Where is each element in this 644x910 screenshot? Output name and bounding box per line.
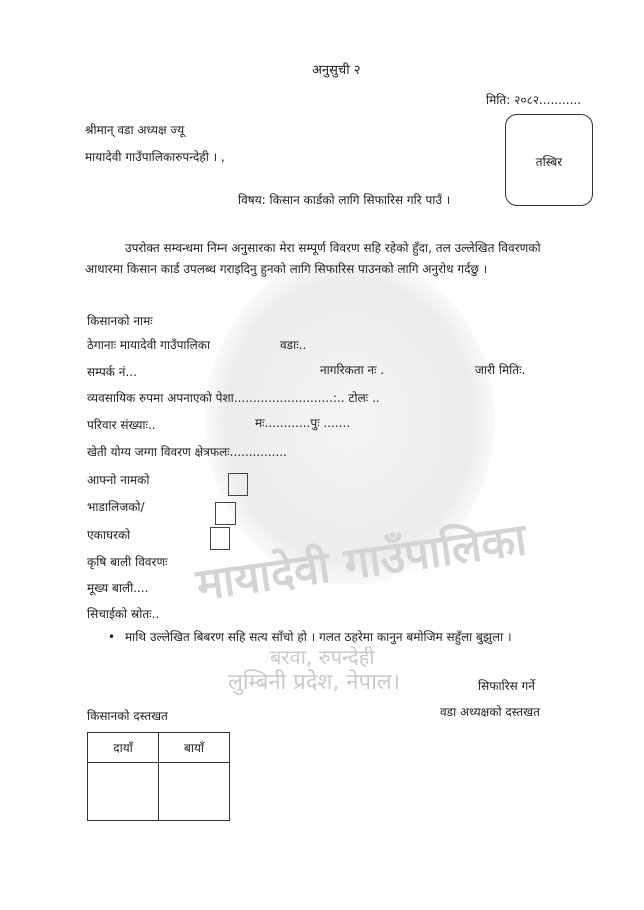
watermark-name: मायादेवी गाउँपालिका bbox=[193, 514, 530, 611]
address-line-2: मायादेवी गाउँपालिकारुपन्देही । , bbox=[85, 150, 225, 164]
date-label: मिति: २०८२........... bbox=[486, 93, 582, 107]
address-line-1: श्रीमान् वडा अध्यक्ष ज्यू bbox=[85, 123, 185, 137]
farmer-name-field: किसानको नामः bbox=[87, 314, 153, 328]
crop-details-field: कृषि बाली विवरणः bbox=[87, 555, 168, 569]
occupation-field: व्यवसायिक रुपमा अपनाएको पेशा..........................:.. टोलः .. bbox=[87, 391, 380, 405]
address-field: ठेगानाः मायादेवी गाउँपालिका bbox=[87, 338, 211, 352]
farmer-signature-label: किसानको दस्तखत bbox=[87, 709, 168, 723]
own-name-label: आफ्नो नामको bbox=[87, 473, 150, 487]
main-crop-field: मूख्य बाली.... bbox=[87, 581, 149, 595]
ward-field: वडाः.. bbox=[280, 338, 307, 352]
lease-label: भाडालिजको/ bbox=[87, 500, 145, 514]
recommender-label: सिफारिस गर्ने bbox=[478, 679, 535, 693]
own-name-checkbox[interactable] bbox=[228, 473, 248, 496]
thumbprint-table bbox=[87, 732, 230, 821]
watermark-place: बरवा, रुपन्देही bbox=[270, 645, 375, 669]
photo-label: तस्बिर bbox=[535, 155, 563, 169]
issue-date-field: जारी मितिः. bbox=[475, 363, 526, 377]
joint-checkbox[interactable] bbox=[210, 527, 230, 550]
page-title: अनुसुची २ bbox=[312, 63, 361, 78]
lease-checkbox[interactable] bbox=[215, 502, 236, 525]
body-line-1: उपरोक्त सम्वन्धमा निम्न अनुसारका मेरा सम्पूर्ण विवरण सहि रहेको हुँदा, तल उल्लेखित विवरणको bbox=[125, 241, 541, 255]
left-thumb-cell bbox=[159, 763, 230, 821]
family-field: परिवार संख्याः.. bbox=[87, 418, 156, 432]
ward-chair-signature-label: वडा अध्यक्षको दस्तखत bbox=[440, 705, 540, 719]
bullet-icon: • bbox=[108, 630, 116, 644]
irrigation-field: सिचाईको स्रोतः.. bbox=[87, 607, 160, 621]
right-thumb-header: दायाँ bbox=[88, 733, 159, 763]
subject: विषय: किसान कार्डको लागि सिफारिस गरि पाउँ । bbox=[238, 193, 451, 207]
left-thumb-header: बायाँ bbox=[159, 733, 230, 763]
photo-box bbox=[505, 114, 593, 206]
joint-label: एकाघरको bbox=[87, 528, 131, 542]
land-field: खेती योग्य जग्गा विवरण क्षेत्रफलः............... bbox=[87, 445, 287, 459]
watermark-province: लुम्बिनी प्रदेश, नेपाल। bbox=[228, 670, 401, 695]
contact-field: सम्पर्क नं... bbox=[87, 365, 137, 379]
right-thumb-cell bbox=[88, 763, 159, 821]
declaration: माथि उल्लेखित बिबरण सहि सत्य साँचो हो । गलत ठहरेमा कानुन बमोजिम सहुँला बुझुला । bbox=[125, 630, 512, 644]
citizenship-field: नागरिकता नः . bbox=[320, 363, 385, 377]
body-line-2: आधारमा किसान कार्ड उपलब्ध गराइदिनु हुनको लागि सिफारिस पाउनको लागि अनुरोध गर्दछु । bbox=[85, 262, 488, 276]
female-male-field: मः............पुः ....... bbox=[255, 416, 351, 430]
